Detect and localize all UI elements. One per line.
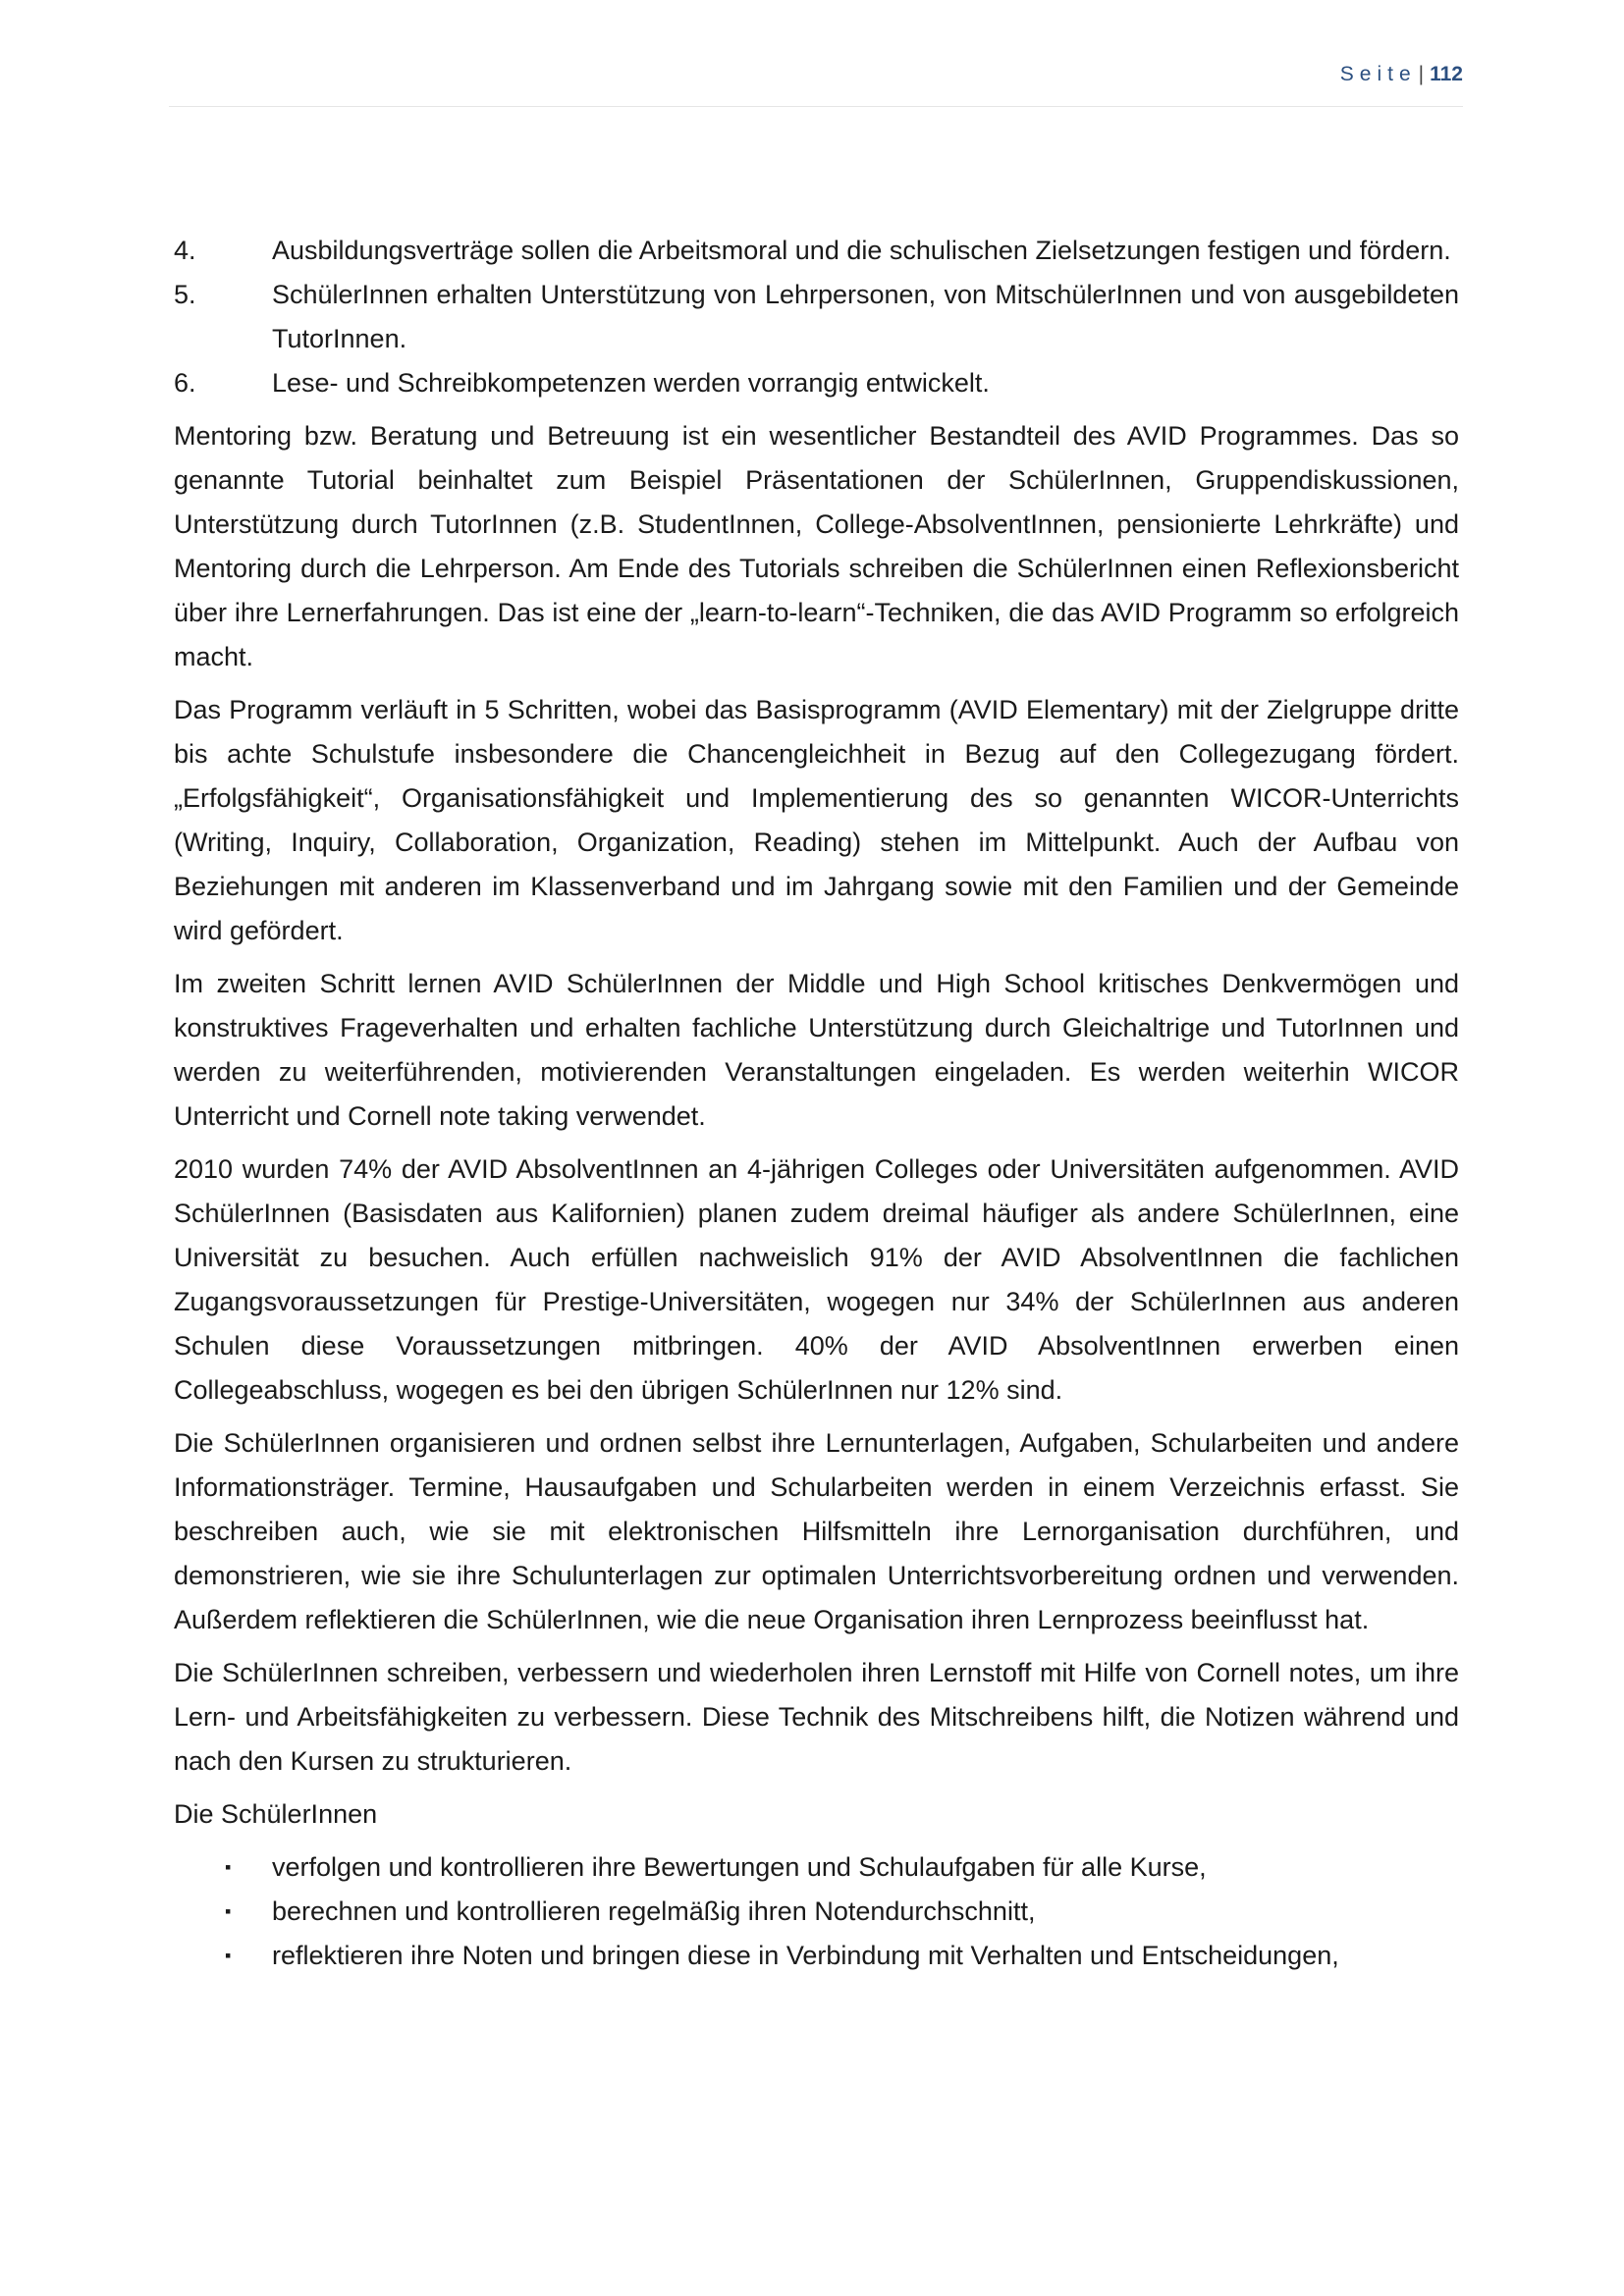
item-number: 6. (174, 368, 196, 398)
paragraph-zweiter-schritt: Im zweiten Schritt lernen AVID SchülerInnen der Middle und High School kritisches Denkvermögen und konstruktives Frageverhalten und erhalten fachliche Unterstützung durch Gleichaltrige und TutorInnen und werden zu weiterführenden, motivierenden Veranstaltungen eingeladen. Es werden weiterhin WICOR Unterricht und Cornell note taking verwendet. (174, 969, 1459, 1131)
item-number: 5. (174, 280, 196, 309)
list-item (174, 1934, 1459, 1978)
paragraph-organisation: Die SchülerInnen organisieren und ordnen selbst ihre Lernunterlagen, Aufgaben, Schularbeiten und andere Informationsträger. Termine, Hausaufgaben und Schularbeiten werden in einem Verzeichnis erfasst. Sie beschreiben auch, wie sie mit elektronischen Hilfsmitteln ihre Lernorganisation durchführen, und demonstrieren, wie sie ihre Schulunterlagen zur optimalen Unterrichtsvorbereitung ordnen und verwenden. Außerdem reflektieren die SchülerInnen, wie die neue Organisation ihren Lernprozess beeinflusst hat. (174, 1428, 1459, 1634)
paragraph-statistik: 2010 wurden 74% der AVID AbsolventInnen an 4-jährigen Colleges oder Universitäten aufgenommen. AVID SchülerInnen (Basisdaten aus Kalifornien) planen zudem dreimal häufiger als andere SchülerInnen, eine Universität zu besuchen. Auch erfüllen nachweislich 91% der AVID AbsolventInnen die fachlichen Zugangsvoraussetzungen für Prestige-Universitäten, wogegen nur 34% der SchülerInnen aus anderen Schulen diese Voraussetzungen mitbringen. 40% der AVID AbsolventInnen erwerben einen Collegeabschluss, wogegen es bei den übrigen SchülerInnen nur 12% sind. (174, 1154, 1459, 1405)
list-item-text: verfolgen und kontrollieren ihre Bewertungen und Schulaufgaben für alle Kurse, (272, 1852, 1207, 1882)
list-item-text: berechnen und kontrollieren regelmäßig ihren Notendurchschnitt, (272, 1896, 1036, 1926)
list-item (174, 1890, 1459, 1934)
paragraph-programm: Das Programm verläuft in 5 Schritten, wobei das Basisprogramm (AVID Elementary) mit der Zielgruppe dritte bis achte Schulstufe insbesondere die Chancengleichheit in Bezug auf den Collegezugang fördert. „Erfolgsfähigkeit“, Organisationsfähigkeit und Implementierung des so genannten WICOR-Unterrichts (Writing, Inquiry, Collaboration, Organization, Reading) stehen im Mittelpunkt. Auch der Aufbau von Beziehungen mit anderen im Klassenverband und im Jahrgang sowie mit den Familien und der Gemeinde wird gefördert. (174, 695, 1459, 945)
numbered-item (174, 361, 1459, 405)
list-item (174, 1845, 1459, 1890)
item-text: SchülerInnen erhalten Unterstützung von Lehrpersonen, von MitschülerInnen und von ausgebildeten TutorInnen. (272, 280, 1459, 353)
item-text: Ausbildungsverträge sollen die Arbeitsmoral und die schulischen Zielsetzungen festigen und fördern. (272, 236, 1451, 265)
page-label: Seite (1339, 63, 1417, 85)
page-number: 112 (1430, 63, 1463, 85)
page-content (174, 229, 1459, 1978)
list-item-text: reflektieren ihre Noten und bringen diese in Verbindung mit Verhalten und Entscheidungen, (272, 1941, 1339, 1970)
numbered-item (174, 229, 1459, 273)
page-header (169, 63, 1463, 107)
bullet-icon: ▪ (225, 1857, 232, 1877)
bullet-icon: ▪ (225, 1946, 232, 1965)
paragraph-list-intro: Die SchülerInnen (174, 1799, 378, 1829)
numbered-item (174, 273, 1459, 361)
bullet-icon: ▪ (225, 1901, 232, 1921)
paragraph-mentoring: Mentoring bzw. Beratung und Betreuung ist ein wesentlicher Bestandteil des AVID Programmes. Das so genannte Tutorial beinhaltet zum Beispiel Präsentationen der SchülerInnen, Gruppendiskussionen, Unterstützung durch TutorInnen (z.B. StudentInnen, College-AbsolventInnen, pensionierte Lehrkräfte) und Mentoring durch die Lehrperson. Am Ende des Tutorials schreiben die SchülerInnen einen Reflexionsbericht über ihre Lernerfahrungen. Das ist eine der „learn-to-learn“-Techniken, die das AVID Programm so erfolgreich macht. (174, 421, 1459, 671)
bullet-list (174, 1845, 1459, 1978)
item-number: 4. (174, 236, 196, 265)
item-text: Lese- und Schreibkompetenzen werden vorrangig entwickelt. (272, 368, 990, 398)
page-separator: | (1418, 63, 1425, 85)
paragraph-cornell-notes: Die SchülerInnen schreiben, verbessern und wiederholen ihren Lernstoff mit Hilfe von Cornell notes, um ihre Lern- und Arbeitsfähigkeiten zu verbessern. Diese Technik des Mitschreibens hilft, die Notizen während und nach den Kursen zu strukturieren. (174, 1658, 1459, 1776)
